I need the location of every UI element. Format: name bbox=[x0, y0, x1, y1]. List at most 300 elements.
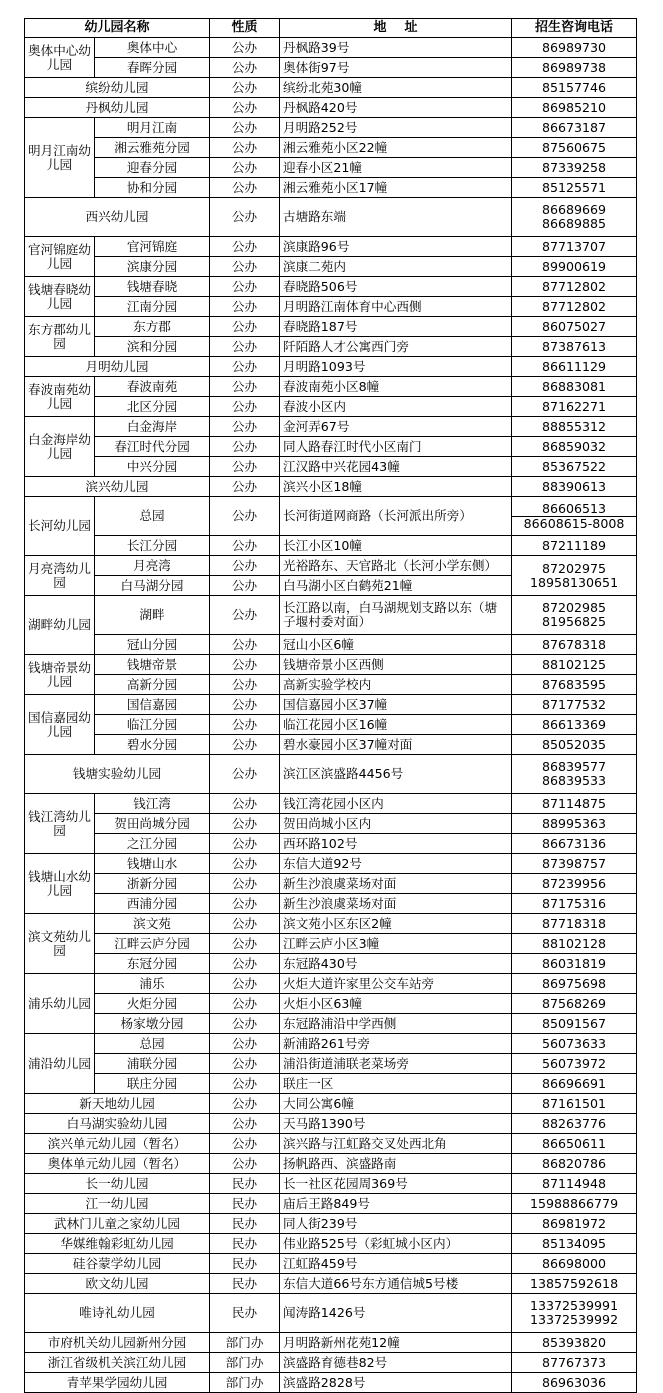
phone-number: 18958130651 bbox=[529, 574, 619, 590]
phone-number: 88390613 bbox=[541, 478, 607, 494]
phone-number: 86673136 bbox=[541, 835, 607, 851]
phone-cell bbox=[512, 635, 637, 655]
campus-name: 钱塘春晓 bbox=[95, 277, 210, 297]
phone-cell bbox=[512, 735, 637, 755]
address-cell: 湘云雅苑小区22幢 bbox=[280, 138, 512, 158]
type-cell: 公办 bbox=[210, 974, 280, 994]
table-row bbox=[25, 417, 637, 437]
kindergarten-name: 钱塘春晓幼儿园 bbox=[25, 277, 95, 317]
kindergarten-name: 奥体中心幼儿园 bbox=[25, 38, 95, 78]
type-cell: 公办 bbox=[210, 257, 280, 277]
phone-cell bbox=[512, 1074, 637, 1094]
type-cell: 公办 bbox=[210, 138, 280, 158]
type-cell: 民办 bbox=[210, 1294, 280, 1333]
campus-name: 白马湖分园 bbox=[95, 576, 210, 596]
address-cell: 湘云雅苑小区17幢 bbox=[280, 178, 512, 198]
header-type: 性质 bbox=[210, 19, 280, 38]
table-row bbox=[25, 675, 637, 695]
address-cell: 奥体街97号 bbox=[280, 58, 512, 78]
kindergarten-name: 明月江南幼儿园 bbox=[25, 118, 95, 198]
table-row bbox=[25, 297, 637, 317]
table-row bbox=[25, 337, 637, 357]
type-cell: 公办 bbox=[210, 794, 280, 814]
campus-name: 高新分园 bbox=[95, 675, 210, 695]
phone-cell bbox=[512, 834, 637, 854]
kindergarten-name: 浦乐幼儿园 bbox=[25, 974, 95, 1034]
address-cell: 阡陌路人才公寓西门旁 bbox=[280, 337, 512, 357]
phone-cell bbox=[512, 277, 637, 297]
campus-name: 国信嘉园 bbox=[95, 695, 210, 715]
phone-cell bbox=[512, 1373, 637, 1393]
phone-number: 86985210 bbox=[541, 99, 607, 115]
phone-cell bbox=[512, 78, 637, 98]
table-row bbox=[25, 1294, 637, 1333]
phone-number: 88263776 bbox=[541, 1115, 607, 1131]
table-header-row bbox=[25, 19, 637, 38]
phone-cell bbox=[512, 357, 637, 377]
type-cell: 公办 bbox=[210, 317, 280, 337]
phone-number: 56073972 bbox=[541, 1055, 607, 1071]
address-cell: 冠山小区6幢 bbox=[280, 635, 512, 655]
table-row bbox=[25, 1353, 637, 1373]
type-cell: 公办 bbox=[210, 1054, 280, 1074]
phone-number: 86608615-8008 bbox=[512, 516, 636, 531]
phone-number: 86989738 bbox=[541, 59, 607, 75]
phone-number: 89900619 bbox=[541, 258, 607, 274]
kindergarten-name: 浙江省级机关滨江幼儿园 bbox=[25, 1353, 210, 1373]
phone-number: 86839577 bbox=[541, 759, 607, 774]
type-cell: 公办 bbox=[210, 397, 280, 417]
type-cell: 公办 bbox=[210, 357, 280, 377]
kindergarten-name: 丹枫幼儿园 bbox=[25, 98, 210, 118]
kindergarten-name: 硅谷蒙学幼儿园 bbox=[25, 1254, 210, 1274]
campus-name: 临江分园 bbox=[95, 715, 210, 735]
address-cell: 长江路以南，白马湖规划支路以东（塘子堰村委对面） bbox=[280, 596, 512, 635]
phone-number: 13857592618 bbox=[529, 1275, 619, 1291]
phone-number: 13372539991 bbox=[529, 1298, 619, 1313]
phone-number: 87211189 bbox=[541, 537, 607, 553]
type-cell: 公办 bbox=[210, 1114, 280, 1134]
campus-name: 江畔云庐分园 bbox=[95, 934, 210, 954]
type-cell: 公办 bbox=[210, 1074, 280, 1094]
phone-number: 87712802 bbox=[541, 278, 607, 294]
type-cell: 公办 bbox=[210, 178, 280, 198]
phone-number: 87202975 bbox=[541, 560, 607, 576]
address-cell: 月明路新州花苑12幢 bbox=[280, 1333, 512, 1353]
kindergarten-name: 滨兴单元幼儿园（暂名） bbox=[25, 1134, 210, 1154]
address-cell: 江虹路459号 bbox=[280, 1254, 512, 1274]
kindergarten-name: 华媒维翰彩虹幼儿园 bbox=[25, 1234, 210, 1254]
phone-number: 86689669 bbox=[541, 202, 607, 217]
address-cell: 闻涛路1426号 bbox=[280, 1294, 512, 1333]
address-cell: 春波小区内 bbox=[280, 397, 512, 417]
type-cell: 公办 bbox=[210, 814, 280, 834]
table-row bbox=[25, 198, 637, 237]
table-row bbox=[25, 138, 637, 158]
kindergarten-name: 青苹果学园幼儿园 bbox=[25, 1373, 210, 1393]
address-cell: 江汉路中兴花园43幢 bbox=[280, 457, 512, 477]
type-cell: 公办 bbox=[210, 874, 280, 894]
campus-name: 湖畔 bbox=[95, 596, 210, 635]
phone-number: 86673187 bbox=[541, 119, 607, 135]
type-cell: 民办 bbox=[210, 1234, 280, 1254]
table-row bbox=[25, 118, 637, 138]
phone-cell bbox=[512, 437, 637, 457]
phone-number: 87162271 bbox=[541, 398, 607, 414]
phone-cell bbox=[512, 1174, 637, 1194]
phone-cell bbox=[512, 297, 637, 317]
campus-name: 总园 bbox=[95, 497, 210, 536]
table-row bbox=[25, 556, 637, 576]
type-cell: 公办 bbox=[210, 237, 280, 257]
address-cell: 联庄一区 bbox=[280, 1074, 512, 1094]
type-cell: 公办 bbox=[210, 98, 280, 118]
kindergarten-name: 江一幼儿园 bbox=[25, 1194, 210, 1214]
phone-cell bbox=[512, 794, 637, 814]
address-cell: 滨兴路与江虹路交叉处西北角 bbox=[280, 1134, 512, 1154]
type-cell: 公办 bbox=[210, 1094, 280, 1114]
kindergarten-name: 官河锦庭幼儿园 bbox=[25, 237, 95, 277]
campus-name: 联庄分园 bbox=[95, 1074, 210, 1094]
phone-cell bbox=[512, 994, 637, 1014]
type-cell: 公办 bbox=[210, 437, 280, 457]
kindergarten-name: 白金海岸幼儿园 bbox=[25, 417, 95, 477]
type-cell: 公办 bbox=[210, 78, 280, 98]
phone-number: 86989730 bbox=[541, 39, 607, 55]
table-row bbox=[25, 497, 637, 536]
phone-cell bbox=[512, 257, 637, 277]
address-cell: 国信嘉园小区37幢 bbox=[280, 695, 512, 715]
table-row bbox=[25, 974, 637, 994]
campus-name: 奥体中心 bbox=[95, 38, 210, 58]
address-cell: 春晓路187号 bbox=[280, 317, 512, 337]
kindergarten-name: 市府机关幼儿园新州分园 bbox=[25, 1333, 210, 1353]
phone-cell bbox=[512, 934, 637, 954]
table-row bbox=[25, 377, 637, 397]
table-row bbox=[25, 98, 637, 118]
table-row bbox=[25, 914, 637, 934]
campus-name: 滨康分园 bbox=[95, 257, 210, 277]
phone-cell bbox=[512, 477, 637, 497]
table-row bbox=[25, 178, 637, 198]
type-cell: 公办 bbox=[210, 596, 280, 635]
type-cell: 公办 bbox=[210, 536, 280, 556]
type-cell: 公办 bbox=[210, 1134, 280, 1154]
type-cell: 公办 bbox=[210, 337, 280, 357]
address-cell: 月明路252号 bbox=[280, 118, 512, 138]
phone-number: 87239956 bbox=[541, 875, 607, 891]
phone-number: 56073633 bbox=[541, 1035, 607, 1051]
phone-number: 86613369 bbox=[541, 716, 607, 732]
address-cell: 长江小区10幢 bbox=[280, 536, 512, 556]
type-cell: 公办 bbox=[210, 198, 280, 237]
table-body bbox=[25, 38, 637, 1393]
table-row bbox=[25, 237, 637, 257]
campus-name: 浦联分园 bbox=[95, 1054, 210, 1074]
address-cell: 滨兴小区18幢 bbox=[280, 477, 512, 497]
phone-cell bbox=[512, 1134, 637, 1154]
phone-number: 88855312 bbox=[541, 418, 607, 434]
phone-cell bbox=[512, 655, 637, 675]
table-row bbox=[25, 1174, 637, 1194]
phone-number: 87718318 bbox=[541, 915, 607, 931]
kindergarten-name: 长一幼儿园 bbox=[25, 1174, 210, 1194]
table-row bbox=[25, 1333, 637, 1353]
type-cell: 公办 bbox=[210, 695, 280, 715]
type-cell: 公办 bbox=[210, 377, 280, 397]
kindergarten-name: 月亮湾幼儿园 bbox=[25, 556, 95, 596]
address-cell: 月明路1093号 bbox=[280, 357, 512, 377]
table-row bbox=[25, 437, 637, 457]
campus-name: 西浦分园 bbox=[95, 894, 210, 914]
campus-name: 东冠分园 bbox=[95, 954, 210, 974]
type-cell: 公办 bbox=[210, 38, 280, 58]
address-cell: 扬帆路西、滨盛路南 bbox=[280, 1154, 512, 1174]
phone-cell bbox=[512, 894, 637, 914]
address-cell: 古塘路东端 bbox=[280, 198, 512, 237]
campus-name: 之江分园 bbox=[95, 834, 210, 854]
table-row bbox=[25, 1034, 637, 1054]
phone-cell bbox=[512, 198, 637, 237]
type-cell: 公办 bbox=[210, 914, 280, 934]
header-address: 地 址 bbox=[280, 19, 512, 38]
campus-name: 贺田尚城分园 bbox=[95, 814, 210, 834]
address-cell: 新生沙浪虞菜场对面 bbox=[280, 894, 512, 914]
kindergarten-name: 缤纷幼儿园 bbox=[25, 78, 210, 98]
type-cell: 公办 bbox=[210, 1154, 280, 1174]
table-row bbox=[25, 994, 637, 1014]
phone-cell bbox=[512, 158, 637, 178]
address-cell: 同人街239号 bbox=[280, 1214, 512, 1234]
kindergarten-name: 国信嘉园幼儿园 bbox=[25, 695, 95, 755]
phone-number: 85091567 bbox=[541, 1015, 607, 1031]
address-cell: 长一社区花园周369号 bbox=[280, 1174, 512, 1194]
phone-cell bbox=[512, 1234, 637, 1254]
table-row bbox=[25, 1194, 637, 1214]
table-row bbox=[25, 1094, 637, 1114]
kindergarten-name: 欧文幼儿园 bbox=[25, 1274, 210, 1294]
campus-name: 杨家墩分园 bbox=[95, 1014, 210, 1034]
address-cell: 白马湖小区白鹤苑21幢 bbox=[280, 576, 512, 596]
campus-name: 官河锦庭 bbox=[95, 237, 210, 257]
kindergarten-name: 钱塘帝景幼儿园 bbox=[25, 655, 95, 695]
kindergarten-name: 奥体单元幼儿园（暂名） bbox=[25, 1154, 210, 1174]
phone-cell bbox=[512, 138, 637, 158]
kindergarten-name: 西兴幼儿园 bbox=[25, 198, 210, 237]
phone-cell bbox=[512, 755, 637, 794]
phone-cell bbox=[512, 854, 637, 874]
phone-number: 87339258 bbox=[541, 159, 607, 175]
table-row bbox=[25, 635, 637, 655]
phone-number: 87114948 bbox=[541, 1175, 607, 1191]
table-row bbox=[25, 1054, 637, 1074]
phone-number: 86650611 bbox=[541, 1135, 607, 1151]
phone-number: 87398757 bbox=[541, 855, 607, 871]
address-cell: 临江花园小区16幢 bbox=[280, 715, 512, 735]
table-row bbox=[25, 1274, 637, 1294]
kindergarten-name: 浦沿幼儿园 bbox=[25, 1034, 95, 1094]
phone-number: 87114875 bbox=[541, 795, 607, 811]
type-cell: 公办 bbox=[210, 118, 280, 138]
address-cell: 贺田尚城小区内 bbox=[280, 814, 512, 834]
phone-cell bbox=[512, 58, 637, 78]
type-cell: 公办 bbox=[210, 497, 280, 536]
phone-cell bbox=[512, 675, 637, 695]
type-cell: 公办 bbox=[210, 457, 280, 477]
address-cell: 西环路102号 bbox=[280, 834, 512, 854]
table-row bbox=[25, 158, 637, 178]
campus-name: 碧水分园 bbox=[95, 735, 210, 755]
kindergarten-name: 白马湖实验幼儿园 bbox=[25, 1114, 210, 1134]
address-cell: 江畔云庐小区3幢 bbox=[280, 934, 512, 954]
table-row bbox=[25, 854, 637, 874]
campus-name: 春江时代分园 bbox=[95, 437, 210, 457]
phone-cell bbox=[512, 237, 637, 257]
address-cell: 滨文苑小区东区2幢 bbox=[280, 914, 512, 934]
address-cell: 东信大道66号东方通信城5号楼 bbox=[280, 1274, 512, 1294]
address-cell: 丹枫路39号 bbox=[280, 38, 512, 58]
address-cell: 伟业路525号（彩虹城小区内） bbox=[280, 1234, 512, 1254]
phone-cell bbox=[512, 1333, 637, 1353]
phone-cell bbox=[512, 814, 637, 834]
phone-number: 81956825 bbox=[541, 614, 607, 629]
kindergarten-name: 春波南苑幼儿园 bbox=[25, 377, 95, 417]
table-row bbox=[25, 596, 637, 635]
type-cell: 公办 bbox=[210, 158, 280, 178]
table-row bbox=[25, 457, 637, 477]
address-cell: 大同公寓6幢 bbox=[280, 1094, 512, 1114]
kindergarten-name: 滨文苑幼儿园 bbox=[25, 914, 95, 974]
phone-number: 88102125 bbox=[541, 656, 607, 672]
address-cell: 钱塘帝景小区西侧 bbox=[280, 655, 512, 675]
campus-name: 钱塘山水 bbox=[95, 854, 210, 874]
phone-cell bbox=[512, 1254, 637, 1274]
phone-number: 87175316 bbox=[541, 895, 607, 911]
table-row bbox=[25, 715, 637, 735]
phone-number: 15988866779 bbox=[529, 1195, 619, 1211]
type-cell: 公办 bbox=[210, 297, 280, 317]
campus-name: 迎春分园 bbox=[95, 158, 210, 178]
type-cell: 公办 bbox=[210, 994, 280, 1014]
kindergarten-name: 湖畔幼儿园 bbox=[25, 596, 95, 655]
phone-cell bbox=[512, 1154, 637, 1174]
address-cell: 丹枫路420号 bbox=[280, 98, 512, 118]
type-cell: 公办 bbox=[210, 655, 280, 675]
phone-number: 86981972 bbox=[541, 1215, 607, 1231]
phone-number: 87712802 bbox=[541, 298, 607, 314]
type-cell: 部门办 bbox=[210, 1333, 280, 1353]
campus-name: 滨文苑 bbox=[95, 914, 210, 934]
type-cell: 公办 bbox=[210, 954, 280, 974]
type-cell: 民办 bbox=[210, 1254, 280, 1274]
phone-number: 87678318 bbox=[541, 636, 607, 652]
table-row bbox=[25, 695, 637, 715]
address-cell: 同人路春江时代小区南门 bbox=[280, 437, 512, 457]
address-cell: 光裕路东、天官路北（长河小学东侧） bbox=[280, 556, 512, 576]
table-row bbox=[25, 1114, 637, 1134]
phone-number: 87560675 bbox=[541, 139, 607, 155]
campus-name: 江南分园 bbox=[95, 297, 210, 317]
campus-name: 湘云雅苑分园 bbox=[95, 138, 210, 158]
type-cell: 公办 bbox=[210, 556, 280, 576]
phone-number: 85052035 bbox=[541, 736, 607, 752]
phone-number: 87161501 bbox=[541, 1095, 607, 1111]
table-row bbox=[25, 277, 637, 297]
address-cell: 月明路江南体育中心西侧 bbox=[280, 297, 512, 317]
phone-cell bbox=[512, 1274, 637, 1294]
phone-cell bbox=[512, 497, 637, 536]
table-row bbox=[25, 58, 637, 78]
address-cell: 春晓路506号 bbox=[280, 277, 512, 297]
kindergarten-name: 长河幼儿园 bbox=[25, 497, 95, 556]
phone-cell bbox=[512, 397, 637, 417]
campus-name: 协和分园 bbox=[95, 178, 210, 198]
campus-name: 中兴分园 bbox=[95, 457, 210, 477]
table-row bbox=[25, 257, 637, 277]
address-cell: 新浦路261号旁 bbox=[280, 1034, 512, 1054]
kindergarten-table bbox=[24, 18, 637, 1393]
address-cell: 滨康二苑内 bbox=[280, 257, 512, 277]
phone-number: 86975698 bbox=[541, 975, 607, 991]
phone-cell bbox=[512, 457, 637, 477]
phone-number: 86963036 bbox=[541, 1374, 607, 1390]
phone-cell bbox=[512, 536, 637, 556]
campus-name: 明月江南 bbox=[95, 118, 210, 138]
table-row bbox=[25, 894, 637, 914]
address-cell: 火炬大道许家里公交车站旁 bbox=[280, 974, 512, 994]
phone-number: 86611129 bbox=[541, 358, 607, 374]
table-row bbox=[25, 38, 637, 58]
phone-number: 86859032 bbox=[541, 438, 607, 454]
phone-cell bbox=[512, 98, 637, 118]
type-cell: 公办 bbox=[210, 417, 280, 437]
phone-number: 87387613 bbox=[541, 338, 607, 354]
table-row bbox=[25, 735, 637, 755]
kindergarten-name: 钱塘山水幼儿园 bbox=[25, 854, 95, 914]
kindergarten-name: 钱江湾幼儿园 bbox=[25, 794, 95, 854]
type-cell: 公办 bbox=[210, 58, 280, 78]
address-cell: 东信大道92号 bbox=[280, 854, 512, 874]
kindergarten-name: 东方郡幼儿园 bbox=[25, 317, 95, 357]
campus-name: 钱塘帝景 bbox=[95, 655, 210, 675]
campus-name: 春晖分园 bbox=[95, 58, 210, 78]
campus-name: 春波南苑 bbox=[95, 377, 210, 397]
table-row bbox=[25, 78, 637, 98]
table-row bbox=[25, 954, 637, 974]
type-cell: 公办 bbox=[210, 834, 280, 854]
table-row bbox=[25, 1134, 637, 1154]
type-cell: 公办 bbox=[210, 715, 280, 735]
table-row bbox=[25, 1154, 637, 1174]
table-row bbox=[25, 317, 637, 337]
phone-number: 86696691 bbox=[541, 1075, 607, 1091]
phone-number: 87683595 bbox=[541, 676, 607, 692]
phone-cell bbox=[512, 556, 637, 596]
phone-cell bbox=[512, 695, 637, 715]
phone-number: 85134095 bbox=[541, 1235, 607, 1251]
table-row bbox=[25, 1214, 637, 1234]
phone-cell bbox=[512, 874, 637, 894]
table-row bbox=[25, 755, 637, 794]
header-phone: 招生咨询电话 bbox=[512, 19, 637, 38]
phone-cell bbox=[512, 1353, 637, 1373]
phone-cell bbox=[512, 1014, 637, 1034]
phone-number: 85393820 bbox=[541, 1334, 607, 1350]
type-cell: 公办 bbox=[210, 735, 280, 755]
kindergarten-name: 新天地幼儿园 bbox=[25, 1094, 210, 1114]
phone-cell bbox=[512, 178, 637, 198]
phone-cell bbox=[512, 1114, 637, 1134]
